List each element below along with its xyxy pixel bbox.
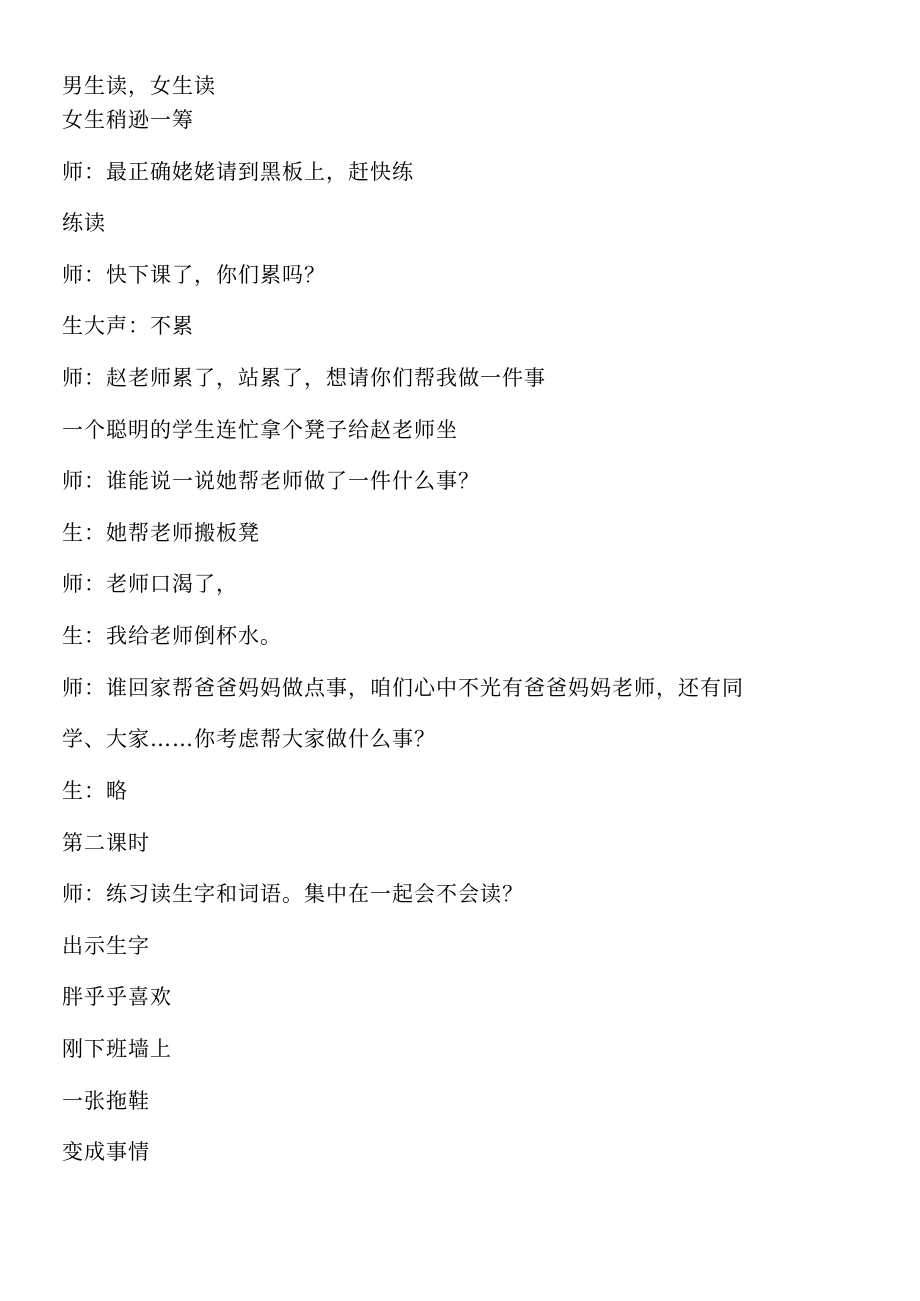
text-line: 刚下班墙上 xyxy=(62,1037,172,1061)
text-line: 练读 xyxy=(62,211,106,235)
text-line: 师：谁回家帮爸爸妈妈做点事，咱们心中不光有爸爸妈妈老师，还有同 xyxy=(62,676,744,700)
text-line: 师：谁能说一说她帮老师做了一件什么事？ xyxy=(62,469,480,493)
text-line: 一个聪明的学生连忙拿个凳子给赵老师坐 xyxy=(62,418,458,442)
text-line: 男生读，女生读 xyxy=(62,74,216,98)
text-line: 生大声：不累 xyxy=(62,314,194,338)
text-line: 生：我给老师倒杯水。 xyxy=(62,624,282,648)
text-line: 出示生字 xyxy=(62,934,150,958)
text-line: 生：她帮老师搬板凳 xyxy=(62,521,260,545)
text-line: 师：练习读生字和词语。集中在一起会不会读？ xyxy=(62,882,524,906)
text-line: 生：略 xyxy=(62,779,128,803)
text-line: 变成事情 xyxy=(62,1140,150,1164)
text-line: 女生稍逊一筹 xyxy=(62,108,194,132)
text-line: 师：快下课了，你们累吗？ xyxy=(62,263,326,287)
text-line: 学、大家……你考虑帮大家做什么事？ xyxy=(62,727,436,751)
text-line: 胖乎乎喜欢 xyxy=(62,985,172,1009)
text-line: 第二课时 xyxy=(62,831,150,855)
text-line: 师：赵老师累了，站累了，想请你们帮我做一件事 xyxy=(62,366,546,390)
text-line: 师：最正确姥姥请到黑板上，赶快练 xyxy=(62,160,414,184)
text-line: 一张拖鞋 xyxy=(62,1089,150,1113)
text-line: 师：老师口渴了， xyxy=(62,572,238,596)
